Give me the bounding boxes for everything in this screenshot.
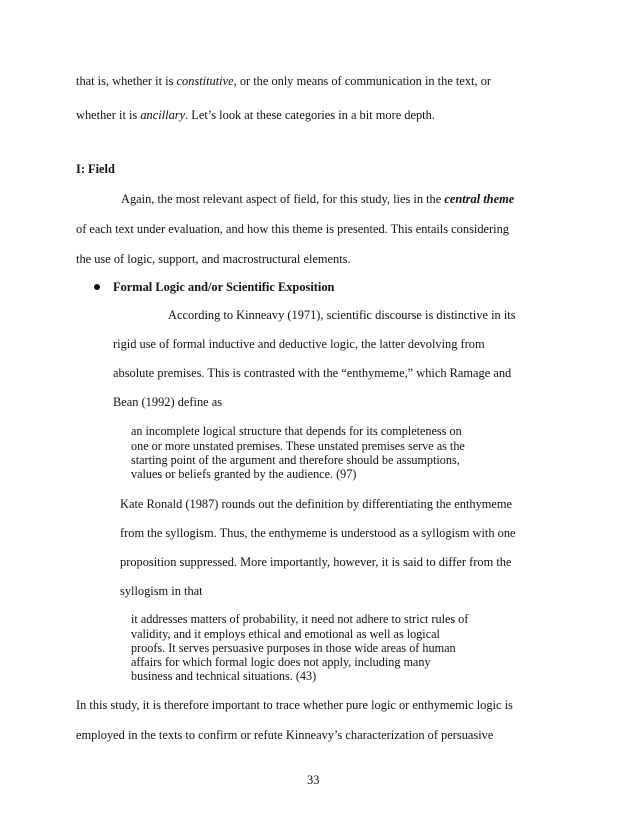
block-quote-line: business and technical situations. (43)	[131, 669, 317, 683]
block-quote-line: an incomplete logical structure that depends for its completeness on	[131, 424, 462, 438]
section-heading: I: Field	[76, 162, 115, 176]
bullet-heading: Formal Logic and/or Scientific Exposition	[113, 280, 335, 294]
text-line: employed in the texts to confirm or refute Kinneavy’s characterization of persuasive	[76, 728, 494, 742]
block-quote-line: one or more unstated premises. These unstated premises serve as the	[131, 439, 465, 453]
bold-italic-term: central theme	[444, 192, 515, 206]
text-run: that is, whether it is	[76, 74, 177, 88]
block-quote-line: values or beliefs granted by the audience. (97)	[131, 467, 357, 481]
block-quote-line: starting point of the argument and therefore should be assumptions,	[131, 453, 460, 467]
text-line: proposition suppressed. More importantly, however, it is said to differ from the	[120, 555, 512, 569]
text-line	[121, 192, 514, 207]
page-number: 33	[307, 773, 320, 787]
text-line: of each text under evaluation, and how this theme is presented. This entails considering	[76, 222, 509, 236]
text-line: the use of logic, support, and macrostructural elements.	[76, 252, 351, 266]
text-line: rigid use of formal inductive and deductive logic, the latter devolving from	[113, 337, 485, 351]
text-line: absolute premises. This is contrasted with the “enthymeme,” which Ramage and	[113, 366, 512, 380]
text-line: syllogism in that	[120, 584, 203, 598]
text-line: Bean (1992) define as	[113, 395, 223, 409]
text-line	[76, 108, 435, 123]
block-quote-line: it addresses matters of probability, it need not adhere to strict rules of	[131, 612, 469, 626]
block-quote-line: proofs. It serves persuasive purposes in those wide areas of human	[131, 641, 456, 655]
text-line	[76, 74, 491, 89]
text-run: Again, the most relevant aspect of field, for this study, lies in the	[121, 192, 445, 206]
italic-term-ancillary: ancillary	[140, 108, 186, 122]
bullet-icon	[94, 284, 100, 290]
block-quote-line: affairs for which formal logic does not apply, including many	[131, 655, 431, 669]
text-line: from the syllogism. Thus, the enthymeme is understood as a syllogism with one	[120, 526, 516, 540]
text-run: . Let’s look at these categories in a bit more depth.	[185, 108, 435, 122]
text-run: , or the only means of communication in the text, or	[233, 74, 492, 88]
text-line: In this study, it is therefore important to trace whether pure logic or enthymemic logic is	[76, 698, 513, 712]
text-run: whether it is	[76, 108, 141, 122]
text-line: Kate Ronald (1987) rounds out the definition by differentiating the enthymeme	[120, 497, 513, 511]
text-line: According to Kinneavy (1971), scientific discourse is distinctive in its	[168, 308, 516, 322]
italic-term-constitutive: constitutive	[176, 74, 234, 88]
block-quote-line: validity, and it employs ethical and emotional as well as logical	[131, 627, 440, 641]
